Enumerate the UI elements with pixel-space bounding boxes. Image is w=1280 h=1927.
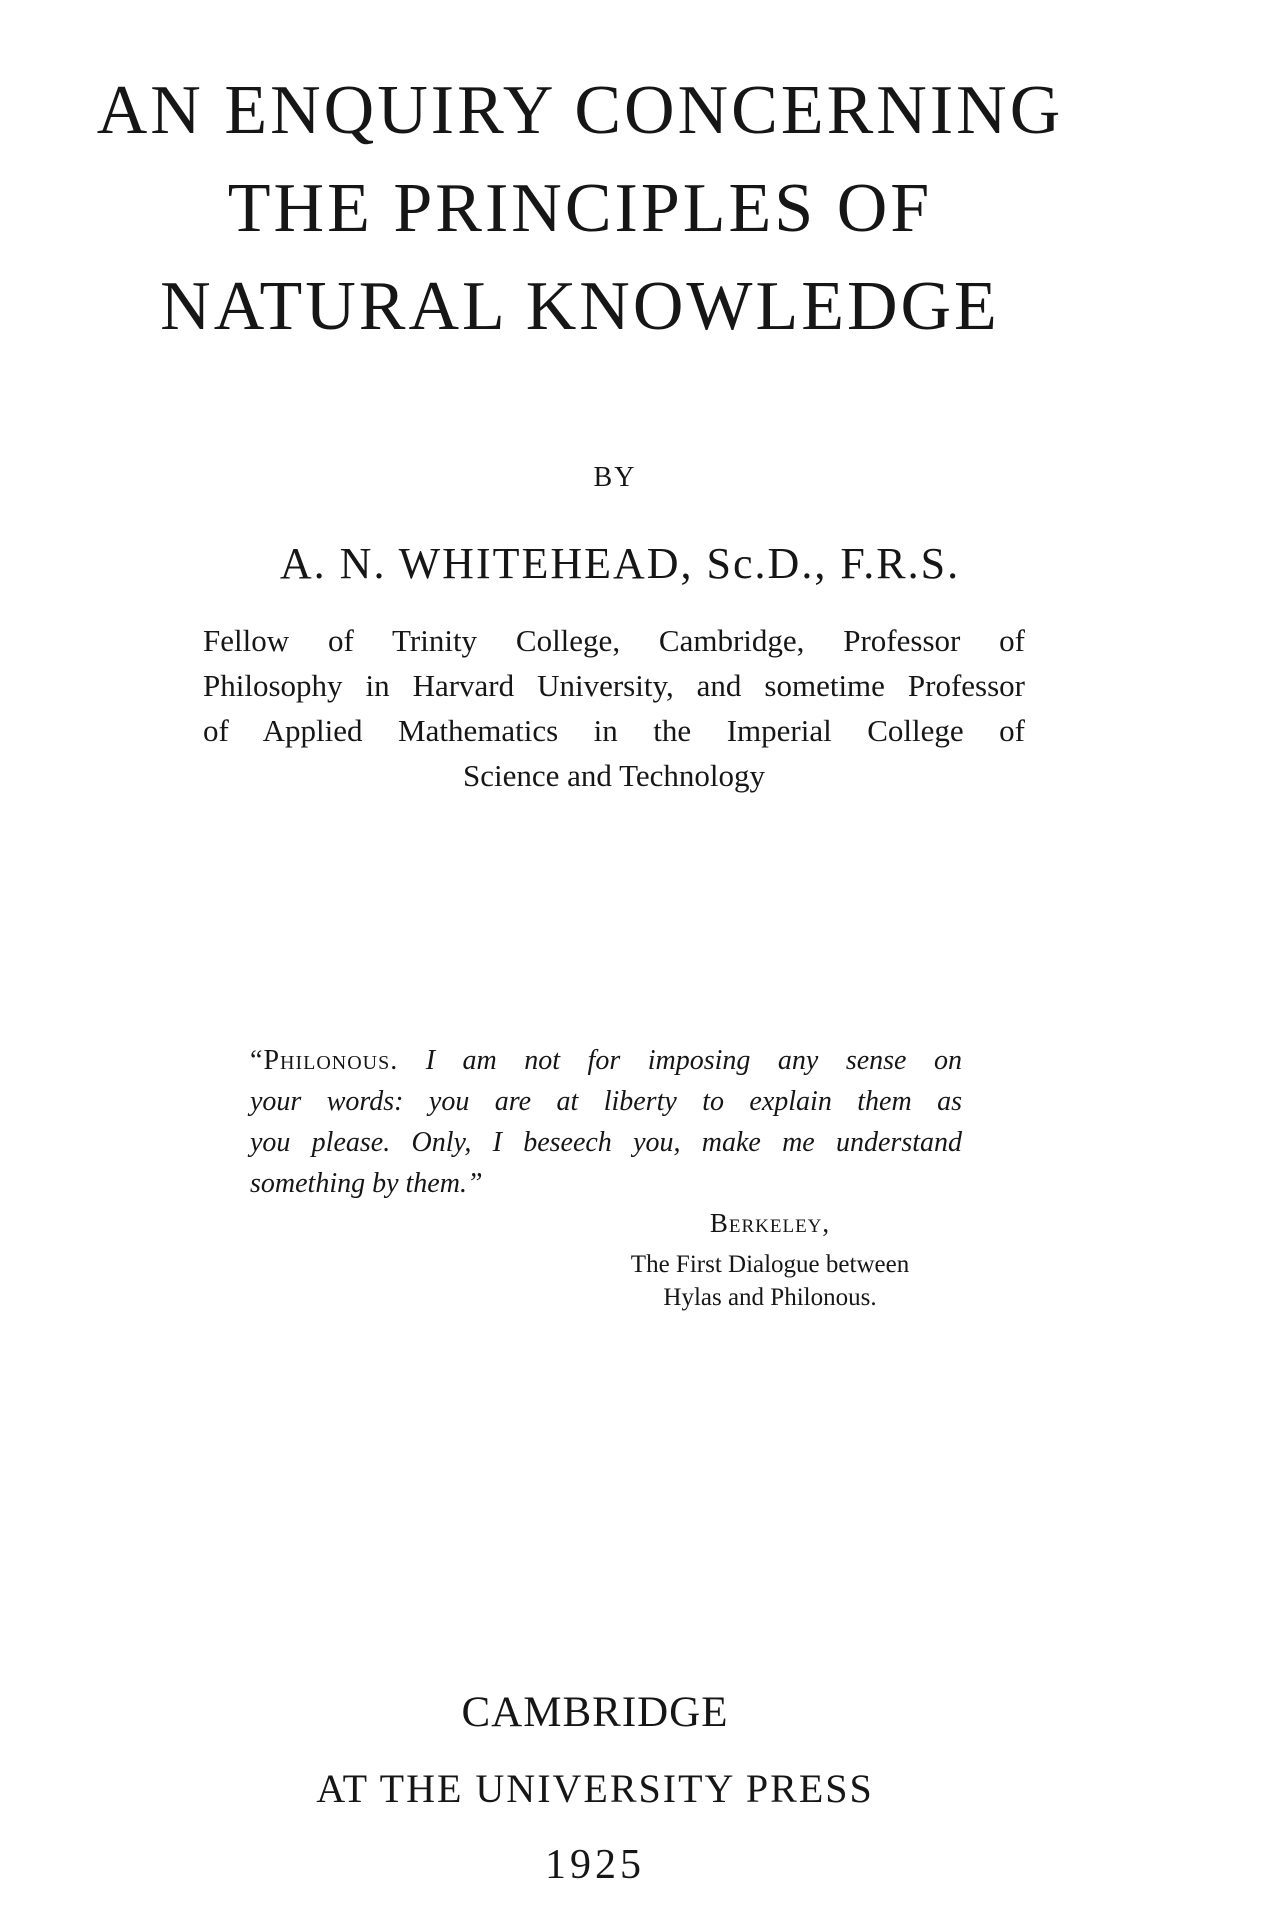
epigraph-line-2: your words: you are at liberty to explain them as: [250, 1086, 962, 1117]
imprint-publisher: AT THE UNIVERSITY PRESS: [316, 1766, 874, 1811]
imprint: [0, 1685, 1190, 1893]
title-line-3: NATURAL KNOWLEDGE: [160, 268, 1000, 345]
imprint-year: 1925: [545, 1842, 645, 1888]
affiliation-line-3: of Applied Mathematics in the Imperial College of: [203, 713, 1025, 748]
title-line-2: THE PRINCIPLES OF: [227, 170, 933, 247]
epigraph-line-1-text: I am not for imposing any sense on: [425, 1045, 962, 1076]
epigraph-line-1: [250, 1040, 962, 1081]
author-affiliation: [203, 618, 1025, 798]
epigraph-attribution: [570, 1207, 970, 1314]
title-line-1: AN ENQUIRY CONCERNING: [96, 72, 1064, 149]
book-title: [0, 62, 1160, 356]
attribution-author: Berkeley,: [709, 1208, 831, 1238]
epigraph-open-quote: “: [250, 1045, 264, 1076]
affiliation-line-2: Philosophy in Harvard University, and sometime Professor: [203, 668, 1025, 703]
epigraph-line-4: something by them.”: [250, 1168, 483, 1199]
affiliation-line-4: Science and Technology: [463, 758, 765, 793]
author-name: A. N. WHITEHEAD, Sc.D., F.R.S.: [279, 539, 961, 588]
imprint-place: CAMBRIDGE: [461, 1689, 729, 1736]
epigraph-quote: [250, 1040, 962, 1204]
epigraph-line-3: you please. Only, I beseech you, make me understand: [250, 1127, 962, 1158]
epigraph-speaker: Philonous.: [263, 1045, 399, 1076]
attribution-work-line-1: The First Dialogue between: [630, 1251, 910, 1278]
attribution-work-line-2: Hylas and Philonous.: [663, 1284, 877, 1311]
byline: BY: [593, 462, 637, 493]
affiliation-line-1: Fellow of Trinity College, Cambridge, Professor of: [203, 623, 1025, 658]
